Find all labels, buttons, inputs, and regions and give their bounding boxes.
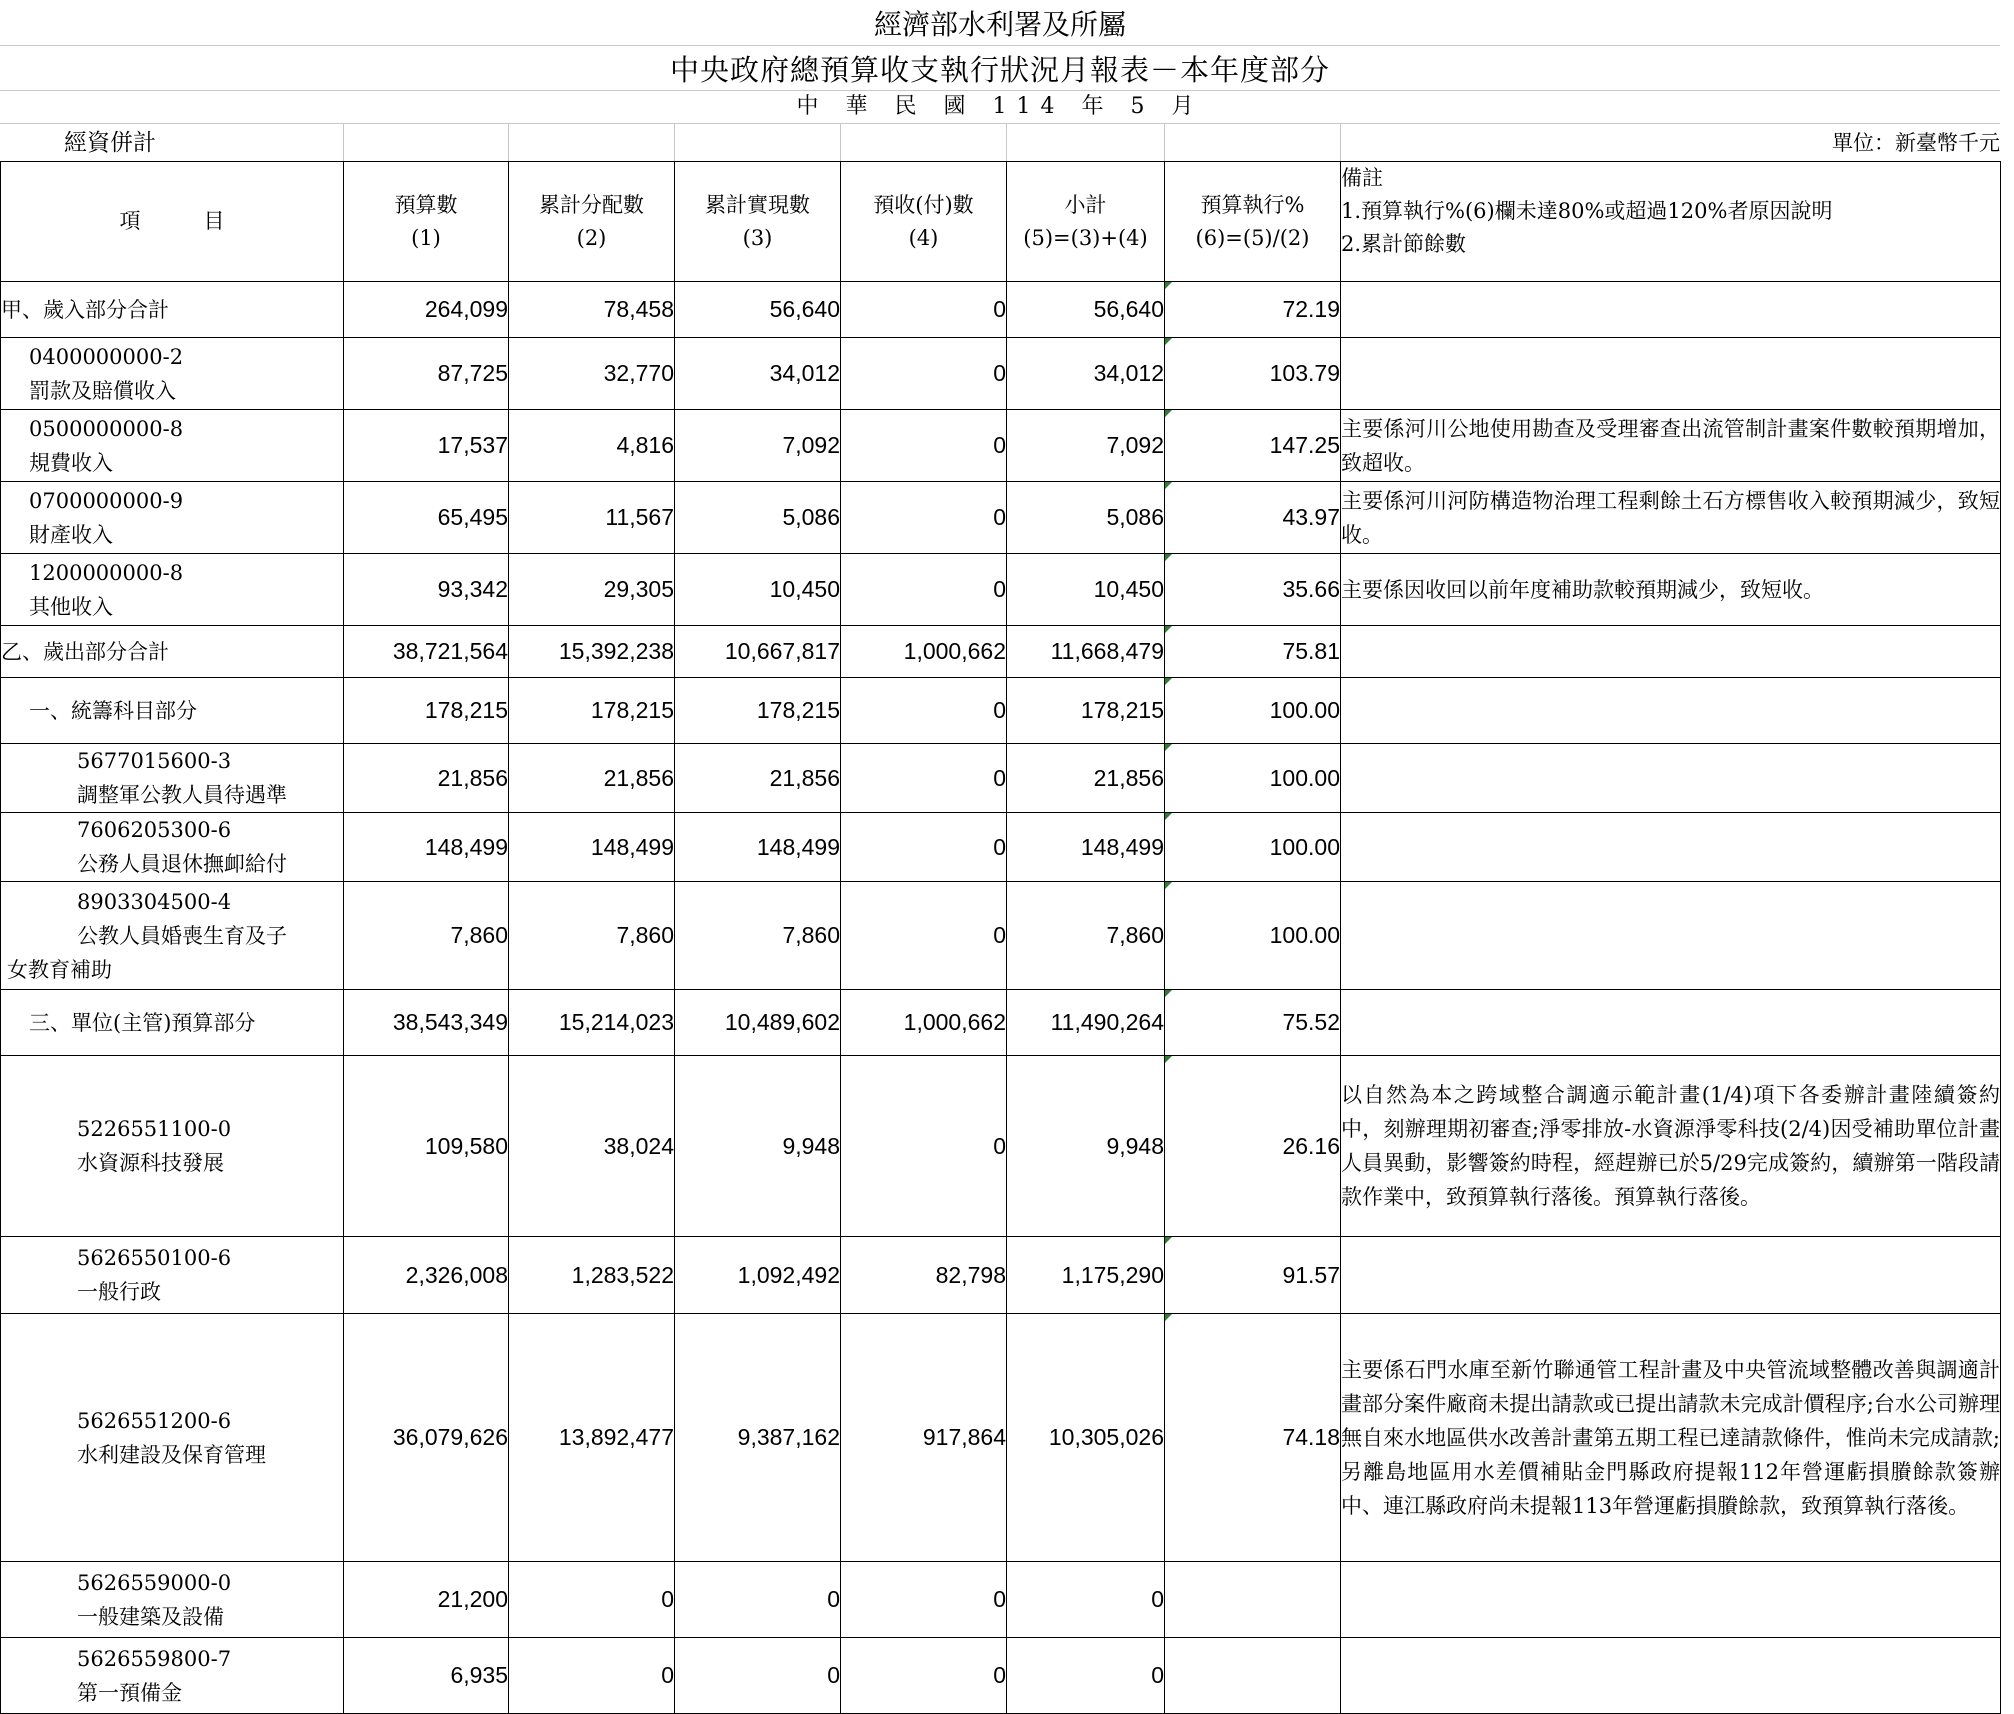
- item-name: 公務人員退休撫卹給付: [77, 852, 287, 876]
- gridline: [508, 123, 509, 161]
- table-row: [1, 282, 2001, 338]
- note-cell: 以自然為本之跨域整合調適示範計畫(1/4)項下各委辦計畫陸續簽約中，刻辦理期初審查;淨零排放-水資源淨零科技(2/4)因受補助單位計畫人員異動，影響簽約時程，經趕辦已於5/29完成簽約，續辦第一階段請款作業中，致預算執行落後。預算執行落後。: [1341, 1056, 2001, 1237]
- subtotal-cell: 10,450: [1007, 554, 1165, 626]
- subtotal-cell: 0: [1007, 1638, 1165, 1714]
- subtotal-cell: 148,499: [1007, 813, 1165, 882]
- col-allocated-sub: (2): [576, 225, 607, 250]
- allocated-cell: 32,770: [509, 338, 675, 410]
- realized-cell: 56,640: [675, 282, 841, 338]
- prepaid-cell: 0: [841, 282, 1007, 338]
- item-code: 5677015600-3: [77, 749, 232, 773]
- prepaid-cell: 82,798: [841, 1237, 1007, 1314]
- allocated-cell: 21,856: [509, 744, 675, 813]
- note-cell: [1341, 1638, 2001, 1714]
- budget-cell: 87,725: [344, 338, 509, 410]
- prepaid-cell: 0: [841, 1638, 1007, 1714]
- budget-cell: 148,499: [344, 813, 509, 882]
- exec-pct-cell: [1165, 1638, 1341, 1714]
- item-name: 一、統籌科目部分: [29, 698, 197, 723]
- realized-cell: 1,092,492: [675, 1237, 841, 1314]
- exec-pct-cell: 75.81: [1165, 626, 1341, 678]
- budget-cell: 109,580: [344, 1056, 509, 1237]
- subtotal-cell: 9,948: [1007, 1056, 1165, 1237]
- col-realized-sub: (3): [742, 225, 773, 250]
- item-name: 水資源科技發展: [77, 1151, 224, 1175]
- item-cell: [1, 338, 344, 410]
- item-name: 公教人員婚喪生育及子: [77, 923, 287, 948]
- subtotal-cell: 1,175,290: [1007, 1237, 1165, 1314]
- col-subtotal: [1007, 162, 1165, 282]
- item-name: 第一預備金: [77, 1680, 182, 1705]
- exec-pct-cell: 74.18: [1165, 1314, 1341, 1562]
- note-cell: 主要係河川河防構造物治理工程剩餘土石方標售收入較預期減少，致短收。: [1341, 482, 2001, 554]
- exec-pct-cell: 100.00: [1165, 678, 1341, 744]
- col-allocated-label: 累計分配數: [539, 192, 644, 217]
- realized-cell: 34,012: [675, 338, 841, 410]
- col-exec-pct-label: 預算執行%: [1200, 192, 1305, 217]
- budget-cell: 2,326,008: [344, 1237, 509, 1314]
- col-exec-pct: [1165, 162, 1341, 282]
- col-realized-label: 累計實現數: [705, 192, 810, 217]
- allocated-cell: 0: [509, 1638, 675, 1714]
- note-cell: 主要係河川公地使用勘查及受理審查出流管制計畫案件數較預期增加，致超收。: [1341, 410, 2001, 482]
- col-notes-line2: 2.累計節餘數: [1341, 232, 1467, 256]
- item-name: 規費收入: [29, 450, 113, 475]
- col-notes-line1: 1.預算執行%(6)欄未達80%或超過120%者原因說明: [1341, 199, 1833, 223]
- prepaid-cell: 1,000,662: [841, 626, 1007, 678]
- subtotal-cell: 11,490,264: [1007, 990, 1165, 1056]
- gridline: [343, 123, 344, 161]
- prepaid-cell: 0: [841, 482, 1007, 554]
- item-name: 一般建築及設備: [77, 1604, 224, 1629]
- gridline: [840, 123, 841, 161]
- item-code: 8903304500-4: [77, 889, 232, 914]
- allocated-cell: 11,567: [509, 482, 675, 554]
- exec-pct-cell: 72.19: [1165, 282, 1341, 338]
- prepaid-cell: 0: [841, 410, 1007, 482]
- item-cell: [1, 744, 344, 813]
- item-name: 罰款及賠償收入: [29, 378, 176, 403]
- item-cell: [1, 282, 344, 338]
- subtotal-cell: 34,012: [1007, 338, 1165, 410]
- item-cell: [1, 1562, 344, 1638]
- gridline: [0, 123, 2000, 124]
- note-cell: [1341, 1562, 2001, 1638]
- col-prepaid-label: 預收(付)數: [873, 192, 974, 217]
- item-name: 一般行政: [77, 1280, 161, 1304]
- realized-cell: 10,450: [675, 554, 841, 626]
- allocated-cell: 0: [509, 1562, 675, 1638]
- budget-cell: 7,860: [344, 882, 509, 990]
- realized-cell: 10,667,817: [675, 626, 841, 678]
- realized-cell: 21,856: [675, 744, 841, 813]
- prepaid-cell: 0: [841, 1056, 1007, 1237]
- table-row: [1, 410, 2001, 482]
- col-prepaid: [841, 162, 1007, 282]
- realized-cell: 178,215: [675, 678, 841, 744]
- report-title: 中央政府總預算收支執行狀況月報表－本年度部分: [669, 53, 1330, 87]
- table-row: [1, 882, 2001, 990]
- exec-pct-cell: 35.66: [1165, 554, 1341, 626]
- col-subtotal-label: 小計: [1064, 192, 1107, 217]
- item-cell: [1, 678, 344, 744]
- budget-cell: 93,342: [344, 554, 509, 626]
- item-name: 其他收入: [29, 594, 113, 619]
- note-cell: [1341, 882, 2001, 990]
- item-cell: [1, 990, 344, 1056]
- item-code: 0700000000-9: [29, 488, 184, 513]
- item-code: 0500000000-8: [29, 416, 184, 441]
- item-cell: [1, 626, 344, 678]
- budget-cell: 36,079,626: [344, 1314, 509, 1562]
- exec-pct-cell: 100.00: [1165, 744, 1341, 813]
- allocated-cell: 7,860: [509, 882, 675, 990]
- allocated-cell: 4,816: [509, 410, 675, 482]
- col-notes-title: 備註: [1341, 166, 1383, 190]
- col-prepaid-sub: (4): [908, 225, 939, 250]
- gridline: [674, 123, 675, 161]
- note-cell: [1341, 813, 2001, 882]
- col-item-label: 項 目: [119, 209, 225, 233]
- prepaid-cell: 0: [841, 813, 1007, 882]
- item-code: 1200000000-8: [29, 560, 184, 585]
- allocated-cell: 78,458: [509, 282, 675, 338]
- exec-pct-cell: 75.52: [1165, 990, 1341, 1056]
- exec-pct-cell: 100.00: [1165, 882, 1341, 990]
- subtotal-cell: 21,856: [1007, 744, 1165, 813]
- exec-pct-cell: 26.16: [1165, 1056, 1341, 1237]
- budget-cell: 21,200: [344, 1562, 509, 1638]
- subtotal-cell: 178,215: [1007, 678, 1165, 744]
- exec-pct-cell: [1165, 1562, 1341, 1638]
- organization-title: 經濟部水利署及所屬: [873, 8, 1126, 41]
- item-code: 0400000000-2: [29, 344, 184, 369]
- col-item: [1, 162, 344, 282]
- col-budget-sub: (1): [411, 225, 441, 250]
- item-code: 5226551100-0: [77, 1117, 232, 1141]
- note-cell: [1341, 990, 2001, 1056]
- table-row: [1, 338, 2001, 410]
- note-cell: 主要係因收回以前年度補助款較預期減少，致短收。: [1341, 554, 2001, 626]
- gridline: [1164, 123, 1165, 161]
- item-name: 甲、歲入部分合計: [1, 297, 169, 322]
- table-row: [1, 678, 2001, 744]
- realized-cell: 0: [675, 1638, 841, 1714]
- gridline: [0, 45, 2000, 46]
- budget-cell: 6,935: [344, 1638, 509, 1714]
- col-allocated: [509, 162, 675, 282]
- table-row: [1, 1056, 2001, 1237]
- subtotal-cell: 7,092: [1007, 410, 1165, 482]
- item-name-continued: 女教育補助: [7, 957, 112, 982]
- realized-cell: 0: [675, 1562, 841, 1638]
- allocated-cell: 29,305: [509, 554, 675, 626]
- item-name: 三、單位(主管)預算部分: [29, 1010, 256, 1035]
- exec-pct-cell: 43.97: [1165, 482, 1341, 554]
- item-cell: [1, 554, 344, 626]
- note-cell: [1341, 338, 2001, 410]
- allocated-cell: 1,283,522: [509, 1237, 675, 1314]
- item-name: 財產收入: [29, 522, 113, 547]
- note-cell: [1341, 744, 2001, 813]
- realized-cell: 5,086: [675, 482, 841, 554]
- col-realized: [675, 162, 841, 282]
- realized-cell: 7,860: [675, 882, 841, 990]
- item-cell: [1, 410, 344, 482]
- note-cell: 主要係石門水庫至新竹聯通管工程計畫及中央管流域整體改善與調適計畫部分案件廠商未提出請款或已提出請款未完成計價程序;台水公司辦理無自來水地區供水改善計畫第五期工程已達請款條件，惟尚未完成請款;另離島地區用水差價補貼金門縣政府提報112年營運虧損賸餘款簽辦中、連江縣政府尚未提報113年營運虧損賸餘款，致預算執行落後。: [1341, 1314, 2001, 1562]
- col-subtotal-sub: (5)=(3)+(4): [1023, 225, 1148, 250]
- prepaid-cell: 0: [841, 744, 1007, 813]
- item-cell: [1, 1314, 344, 1562]
- budget-cell: 65,495: [344, 482, 509, 554]
- realized-cell: 9,948: [675, 1056, 841, 1237]
- gridline: [1340, 123, 1341, 161]
- item-code: 5626551200-6: [77, 1408, 232, 1433]
- prepaid-cell: 0: [841, 882, 1007, 990]
- col-budget-label: 預算數: [394, 192, 458, 217]
- table-row: [1, 1638, 2001, 1714]
- note-cell: [1341, 1237, 2001, 1314]
- item-code: 5626559800-7: [77, 1646, 232, 1671]
- prepaid-cell: 0: [841, 678, 1007, 744]
- realized-cell: 9,387,162: [675, 1314, 841, 1562]
- subtotal-cell: 0: [1007, 1562, 1165, 1638]
- table-row: [1, 554, 2001, 626]
- allocated-cell: 38,024: [509, 1056, 675, 1237]
- allocated-cell: 178,215: [509, 678, 675, 744]
- table-row: [1, 813, 2001, 882]
- subtotal-cell: 7,860: [1007, 882, 1165, 990]
- table-row: [1, 744, 2001, 813]
- prepaid-cell: 0: [841, 1562, 1007, 1638]
- realized-cell: 148,499: [675, 813, 841, 882]
- gridline: [1006, 123, 1007, 161]
- realized-cell: 10,489,602: [675, 990, 841, 1056]
- budget-cell: 38,543,349: [344, 990, 509, 1056]
- report-period: 中 華 民 國 114 年 5 月: [796, 94, 1204, 119]
- table-row: [1, 990, 2001, 1056]
- table-row: [1, 1237, 2001, 1314]
- prepaid-cell: 0: [841, 338, 1007, 410]
- item-code: 5626550100-6: [77, 1246, 232, 1270]
- allocated-cell: 13,892,477: [509, 1314, 675, 1562]
- table-row: [1, 1562, 2001, 1638]
- item-cell: [1, 882, 344, 990]
- subtotal-cell: 56,640: [1007, 282, 1165, 338]
- item-code: 7606205300-6: [77, 818, 232, 842]
- subtotal-cell: 10,305,026: [1007, 1314, 1165, 1562]
- budget-table: [0, 161, 2001, 1714]
- allocated-cell: 148,499: [509, 813, 675, 882]
- table-row: [1, 626, 2001, 678]
- prepaid-cell: 1,000,662: [841, 990, 1007, 1056]
- item-cell: [1, 1638, 344, 1714]
- item-cell: [1, 1056, 344, 1237]
- col-budget: [344, 162, 509, 282]
- note-cell: [1341, 282, 2001, 338]
- col-exec-pct-sub: (6)=(5)/(2): [1195, 225, 1310, 250]
- exec-pct-cell: 100.00: [1165, 813, 1341, 882]
- exec-pct-cell: 147.25: [1165, 410, 1341, 482]
- item-code: 5626559000-0: [77, 1570, 232, 1595]
- realized-cell: 7,092: [675, 410, 841, 482]
- prepaid-cell: 917,864: [841, 1314, 1007, 1562]
- budget-cell: 21,856: [344, 744, 509, 813]
- budget-cell: 264,099: [344, 282, 509, 338]
- item-name: 水利建設及保育管理: [77, 1442, 266, 1467]
- item-cell: [1, 482, 344, 554]
- allocated-cell: 15,392,238: [509, 626, 675, 678]
- budget-cell: 17,537: [344, 410, 509, 482]
- col-notes: [1341, 162, 2001, 282]
- allocated-cell: 15,214,023: [509, 990, 675, 1056]
- note-cell: [1341, 626, 2001, 678]
- exec-pct-cell: 103.79: [1165, 338, 1341, 410]
- budget-cell: 178,215: [344, 678, 509, 744]
- exec-pct-cell: 91.57: [1165, 1237, 1341, 1314]
- budget-cell: 38,721,564: [344, 626, 509, 678]
- item-cell: [1, 1237, 344, 1314]
- header-row: [1, 162, 2001, 282]
- table-row: [1, 1314, 2001, 1562]
- prepaid-cell: 0: [841, 554, 1007, 626]
- subtotal-cell: 5,086: [1007, 482, 1165, 554]
- subtotal-cell: 11,668,479: [1007, 626, 1165, 678]
- unit-label: 單位：新臺幣千元: [1832, 131, 2000, 155]
- table-row: [1, 482, 2001, 554]
- note-cell: [1341, 678, 2001, 744]
- fund-type-label: 經資併計: [64, 130, 156, 156]
- item-name: 調整軍公教人員待遇準: [77, 783, 287, 807]
- item-name: 乙、歲出部分合計: [1, 639, 169, 664]
- item-cell: [1, 813, 344, 882]
- gridline: [0, 90, 2000, 91]
